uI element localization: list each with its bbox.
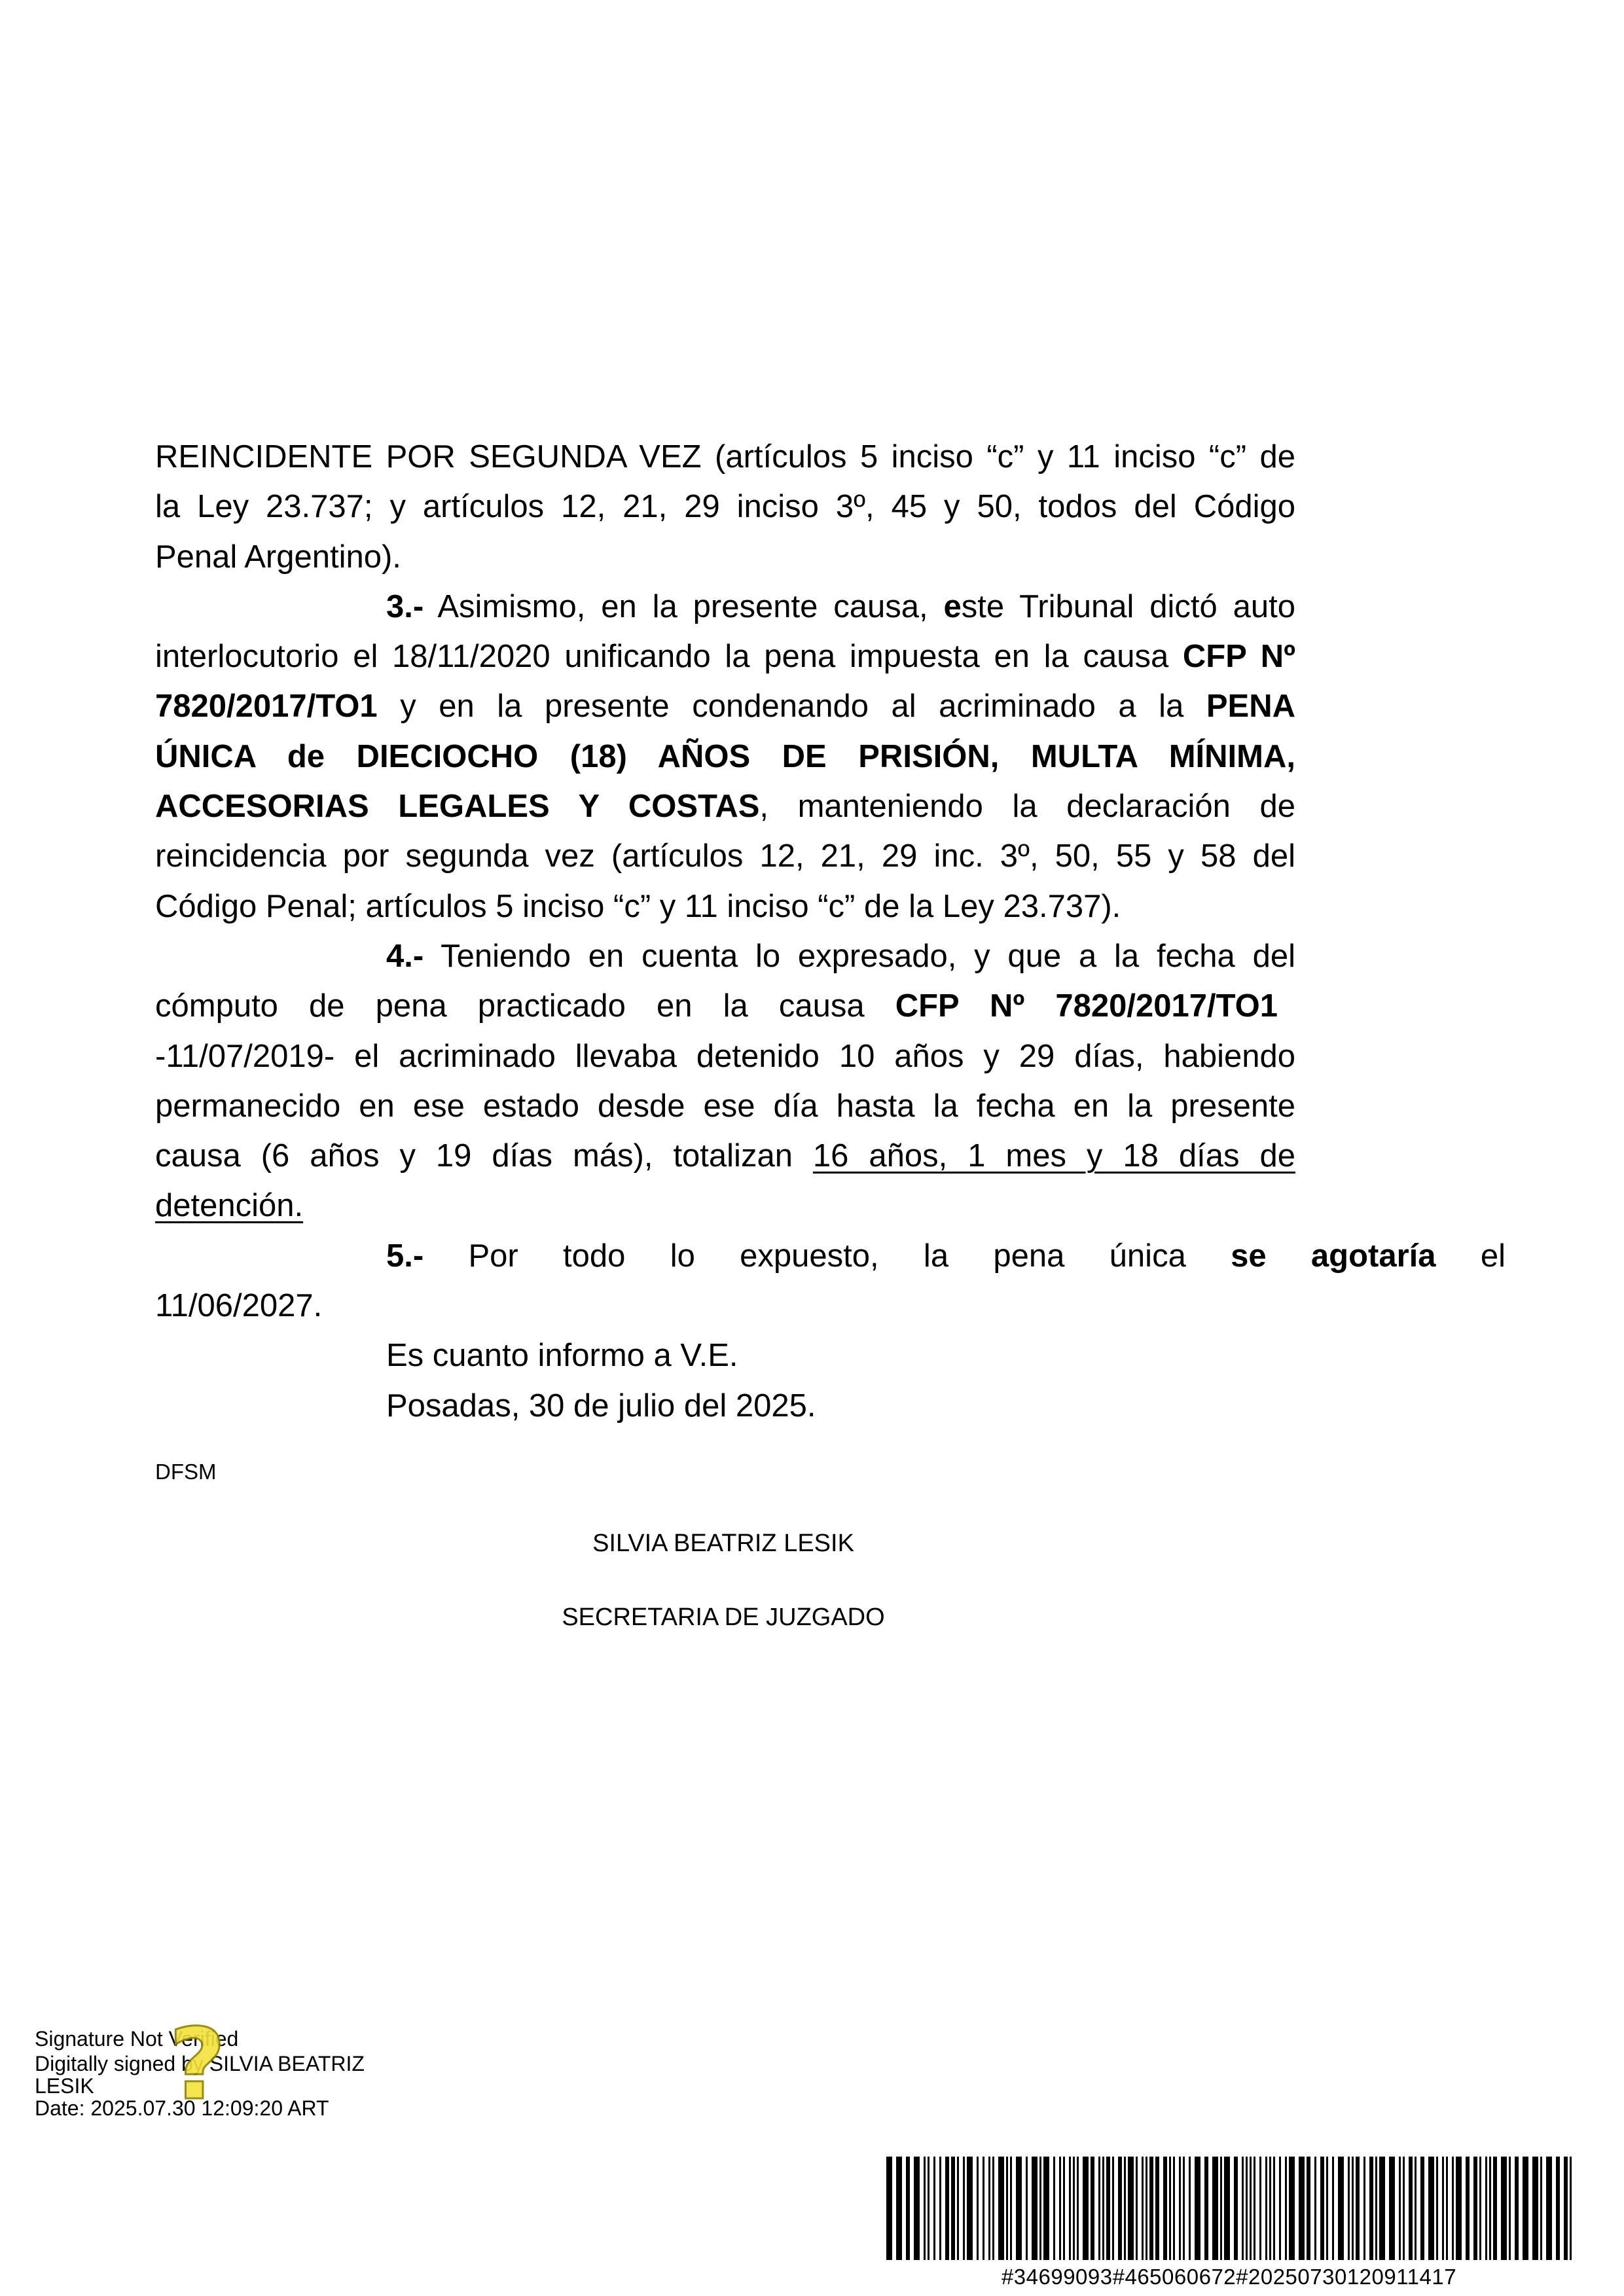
barcode-bar xyxy=(1442,2157,1444,2260)
paragraph-3-line: Código Penal; artículos 5 inciso “c” y 11 inciso “c” de la Ley 23.737). xyxy=(155,888,1121,924)
barcode-bar xyxy=(977,2157,979,2260)
paragraph-4-line: 4.- Teniendo en cuenta lo expresado, y que a la fecha del xyxy=(386,938,1295,974)
barcode-bar xyxy=(1326,2157,1328,2260)
initials: DFSM xyxy=(155,1460,217,1484)
paragraph-3-line: 3.- Asimismo, en la presente causa, este Tribunal dictó auto xyxy=(386,588,1295,624)
barcode-bar xyxy=(1242,2157,1244,2260)
signed-by-line: LESIK xyxy=(35,2074,94,2098)
barcode-bar xyxy=(1077,2157,1079,2260)
paragraph-4-line: permanecido en ese estado desde ese día hasta la fecha en la presente xyxy=(155,1088,1295,1124)
closing-line: Es cuanto informo a V.E. xyxy=(386,1338,738,1374)
barcode-bar xyxy=(1452,2157,1454,2260)
barcode-bar xyxy=(1124,2157,1126,2260)
barcode xyxy=(884,2157,1574,2260)
paragraph-5-line: 11/06/2027. xyxy=(155,1288,323,1324)
paragraph-line: la Ley 23.737; y artículos 12, 21, 29 inciso 3º, 45 y 50, todos del Código xyxy=(155,489,1295,525)
barcode-bar xyxy=(1352,2157,1354,2260)
barcode-bar xyxy=(914,2157,920,2260)
barcode-bar xyxy=(1285,2157,1287,2260)
barcode-bar xyxy=(1299,2157,1305,2260)
barcode-bar xyxy=(1564,2157,1568,2260)
barcode-bar xyxy=(1446,2157,1448,2260)
barcode-bar xyxy=(1356,2157,1360,2260)
barcode-bar xyxy=(1409,2157,1413,2260)
barcode-bar xyxy=(1540,2157,1542,2260)
barcode-bar xyxy=(967,2157,973,2260)
barcode-bar xyxy=(1032,2157,1038,2260)
barcode-bar xyxy=(945,2157,949,2260)
barcode-bar xyxy=(988,2157,990,2260)
barcode-bar xyxy=(896,2157,902,2260)
barcode-bar xyxy=(1069,2157,1071,2260)
barcode-bar xyxy=(1473,2157,1477,2260)
paragraph-3-line: 7820/2017/TO1 y en la presente condenando al acriminado a la PENA xyxy=(155,689,1295,725)
barcode-bar xyxy=(1224,2157,1230,2260)
barcode-bar xyxy=(1556,2157,1560,2260)
barcode-bar xyxy=(1098,2157,1100,2260)
barcode-bar xyxy=(1320,2157,1324,2260)
barcode-bar xyxy=(1436,2157,1438,2260)
barcode-bar xyxy=(1043,2157,1049,2260)
barcode-bar xyxy=(1523,2157,1528,2260)
barcode-bar xyxy=(998,2157,1004,2260)
paragraph-line: Penal Argentino). xyxy=(155,539,401,575)
barcode-bar xyxy=(1059,2157,1061,2260)
barcode-bar xyxy=(1428,2157,1434,2260)
barcode-bar xyxy=(928,2157,929,2260)
barcode-bar xyxy=(1273,2157,1275,2260)
barcode-bar xyxy=(1489,2157,1491,2260)
barcode-bar xyxy=(1146,2157,1147,2260)
barcode-bar xyxy=(1173,2157,1175,2260)
barcode-bar xyxy=(1136,2157,1138,2260)
signatory-name: SILVIA BEATRIZ LESIK xyxy=(592,1530,854,1557)
barcode-bar xyxy=(1532,2157,1538,2260)
barcode-bar xyxy=(1102,2157,1104,2260)
barcode-bar xyxy=(924,2157,926,2260)
signatory-role: SECRETARIA DE JUZGADO xyxy=(562,1604,885,1631)
barcode-bar xyxy=(886,2157,892,2260)
barcode-bar xyxy=(1006,2157,1008,2260)
barcode-bar xyxy=(1250,2157,1252,2260)
barcode-bar xyxy=(1053,2157,1055,2260)
barcode-bar xyxy=(1375,2157,1377,2260)
barcode-bar xyxy=(1220,2157,1222,2260)
barcode-bar xyxy=(1546,2157,1552,2260)
signature-status: Signature Not Verified xyxy=(35,2027,239,2051)
paragraph-3-line: ÚNICA de DIECIOCHO (18) AÑOS DE PRISIÓN, MULTA MÍNIMA, xyxy=(155,738,1295,774)
barcode-bar xyxy=(983,2157,984,2260)
barcode-bar xyxy=(1479,2157,1481,2260)
barcode-bar xyxy=(1466,2157,1470,2260)
paragraph-5-line: 5.- Por todo lo expuesto, la pena única se agotaría el xyxy=(386,1238,1506,1274)
paragraph-number: 4.- xyxy=(386,938,424,974)
barcode-bar xyxy=(1369,2157,1373,2260)
barcode-text: #34699093#465060672#20250730120911417 xyxy=(1001,2265,1457,2289)
barcode-bar xyxy=(1509,2157,1511,2260)
barcode-bar xyxy=(1269,2157,1271,2260)
barcode-bar xyxy=(1307,2157,1310,2260)
barcode-bar xyxy=(1420,2157,1424,2260)
barcode-bar xyxy=(1403,2157,1405,2260)
barcode-bar xyxy=(1515,2157,1519,2260)
barcode-bar xyxy=(1112,2157,1114,2260)
paragraph-4-line: detención. xyxy=(155,1188,304,1224)
barcode-bar xyxy=(1128,2157,1134,2260)
barcode-bar xyxy=(1332,2157,1334,2260)
barcode-bar xyxy=(1212,2157,1218,2260)
barcode-bar xyxy=(1289,2157,1295,2260)
paragraph-number: 5.- xyxy=(386,1238,424,1274)
barcode-bar xyxy=(1259,2157,1261,2260)
barcode-bar xyxy=(1493,2157,1497,2260)
barcode-bar xyxy=(1456,2157,1462,2260)
barcode-bar xyxy=(1026,2157,1028,2260)
barcode-bar xyxy=(933,2157,935,2260)
barcode-bar xyxy=(1279,2157,1281,2260)
signature-date: Date: 2025.07.30 12:09:20 ART xyxy=(35,2096,329,2120)
barcode-bar xyxy=(1363,2157,1365,2260)
barcode-bar xyxy=(1195,2157,1200,2260)
barcode-bar xyxy=(1399,2157,1401,2260)
barcode-bar xyxy=(963,2157,965,2260)
closing-date: Posadas, 30 de julio del 2025. xyxy=(386,1388,816,1424)
barcode-bar xyxy=(1183,2157,1185,2260)
barcode-bar xyxy=(1179,2157,1181,2260)
barcode-bar xyxy=(939,2157,941,2260)
signature-unverified-icon: ? xyxy=(169,2008,226,2122)
barcode-bar xyxy=(906,2157,910,2260)
barcode-bar xyxy=(957,2157,959,2260)
barcode-bar xyxy=(1338,2157,1344,2260)
paragraph-3-line: reincidencia por segunda vez (artículos 12, 21, 29 inc. 3º, 50, 55 y 58 del xyxy=(155,838,1295,874)
barcode-bar xyxy=(1348,2157,1350,2260)
barcode-bar xyxy=(1149,2157,1153,2260)
barcode-bar xyxy=(1485,2157,1487,2260)
barcode-bar xyxy=(1063,2157,1065,2260)
barcode-bar xyxy=(1189,2157,1191,2260)
barcode-bar xyxy=(1379,2157,1385,2260)
paragraph-4-line: -11/07/2019- el acriminado llevaba detenido 10 años y 29 días, habiendo xyxy=(155,1038,1295,1074)
barcode-bar xyxy=(1016,2157,1022,2260)
paragraph-4-line: causa (6 años y 19 días más), totalizan 16 años, 1 mes y 18 días de xyxy=(155,1138,1295,1174)
paragraph-line: REINCIDENTE POR SEGUNDA VEZ (artículos 5 inciso “c” y 11 inciso “c” de xyxy=(155,439,1295,475)
barcode-bar xyxy=(1155,2157,1159,2260)
barcode-bar xyxy=(1010,2157,1012,2260)
barcode-bar xyxy=(1106,2157,1110,2260)
barcode-bar xyxy=(1073,2157,1075,2260)
barcode-bar xyxy=(1415,2157,1416,2260)
barcode-bar xyxy=(1118,2157,1122,2260)
barcode-bar xyxy=(1169,2157,1171,2260)
barcode-bar xyxy=(1083,2157,1089,2260)
barcode-bar xyxy=(1142,2157,1144,2260)
barcode-bar xyxy=(1265,2157,1267,2260)
barcode-bar xyxy=(992,2157,994,2260)
barcode-bar xyxy=(1314,2157,1316,2260)
barcode-bar xyxy=(951,2157,955,2260)
barcode-bar xyxy=(1389,2157,1395,2260)
barcode-bar xyxy=(1246,2157,1248,2260)
barcode-bar xyxy=(1204,2157,1208,2260)
barcode-bar xyxy=(1039,2157,1041,2260)
paragraph-3-line: ACCESORIAS LEGALES Y COSTAS, manteniendo la declaración de xyxy=(155,789,1295,825)
barcode-bar xyxy=(1254,2157,1255,2260)
paragraph-4-line: cómputo de pena practicado en la causa CFP Nº 7820/2017/TO1 xyxy=(155,988,1278,1024)
document-body xyxy=(155,432,1506,1431)
signed-by-line: Digitally signed by SILVIA BEATRIZ xyxy=(35,2052,365,2075)
paragraph-3-line: interlocutorio el 18/11/2020 unificando la pena impuesta en la causa CFP Nº xyxy=(155,639,1295,675)
barcode-bar xyxy=(1091,2157,1094,2260)
barcode-bar xyxy=(1501,2157,1507,2260)
barcode-bar xyxy=(1570,2157,1572,2260)
barcode-bar xyxy=(1234,2157,1238,2260)
paragraph-number: 3.- xyxy=(386,588,424,624)
barcode-bar xyxy=(1163,2157,1167,2260)
